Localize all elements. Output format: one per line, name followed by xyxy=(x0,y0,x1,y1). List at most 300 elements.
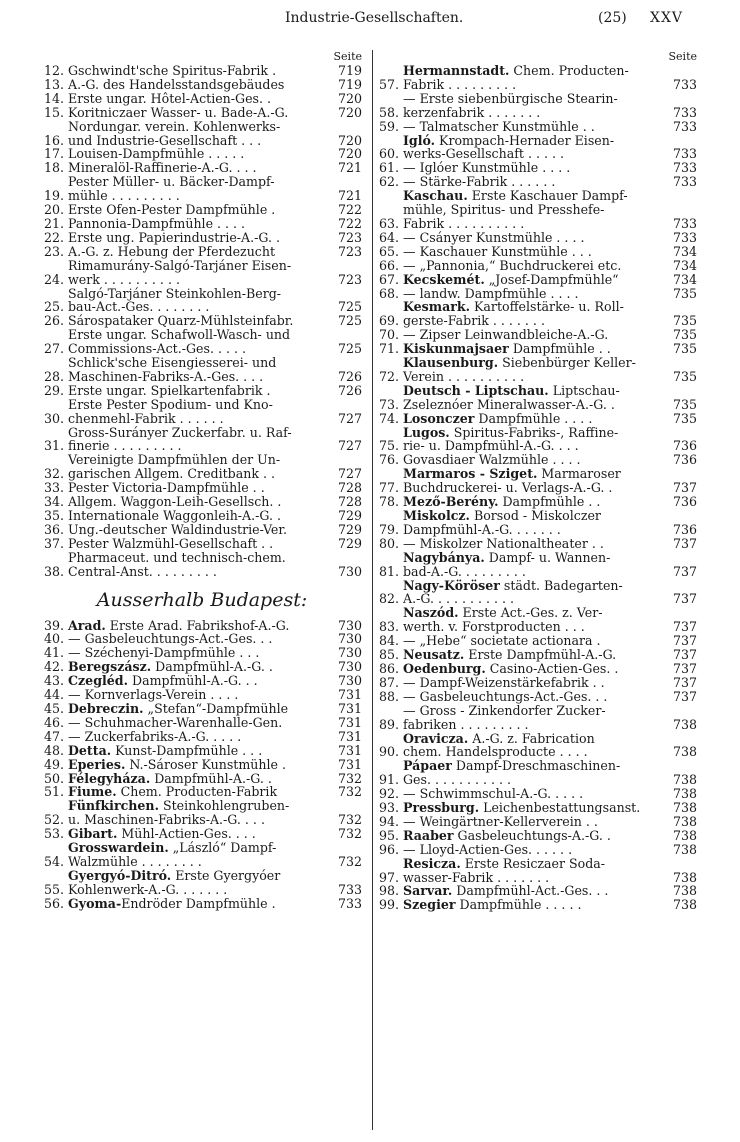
entry-text: Mineralöl-Raffinerie-A.-G. . . . xyxy=(68,160,257,176)
entry-number: 39. xyxy=(43,617,64,633)
entry-number: 59. xyxy=(378,118,399,134)
entry-number: 50. xyxy=(43,770,64,786)
index-entry xyxy=(42,841,362,869)
entry-text: Igló. Krompach-Hernader Eisen- werks-Gesellschaft . . . . . xyxy=(403,132,615,162)
entry-number: 75. xyxy=(378,438,399,454)
index-entry xyxy=(377,690,697,704)
entry-page: 731 xyxy=(337,714,362,730)
entry-number: 78. xyxy=(378,494,399,510)
entry-number: 68. xyxy=(378,285,399,301)
index-entry xyxy=(42,64,362,78)
entry-number: 53. xyxy=(43,826,64,842)
entry-text: A.-G. z. Hebung der Pferdezucht xyxy=(68,243,276,259)
index-entry xyxy=(42,106,362,120)
entry-page: 738 xyxy=(672,800,697,816)
entry-number: 62. xyxy=(378,174,399,190)
index-entry xyxy=(42,217,362,231)
entry-page: 725 xyxy=(337,299,362,315)
index-entry xyxy=(42,716,362,730)
index-entry xyxy=(42,619,362,633)
entry-page: 735 xyxy=(672,410,697,426)
entry-page: 735 xyxy=(672,285,697,301)
index-entry xyxy=(377,732,697,760)
entry-number: 31. xyxy=(43,438,64,454)
entry-text: Pápaer Dampf-Dreschmaschinen- Ges. . . . . . . . . . . xyxy=(403,758,621,788)
entry-number: 90. xyxy=(378,744,399,760)
header-page-number: (25) xyxy=(598,10,627,26)
entry-text: — Dampf-Weizenstärkefabrik . . xyxy=(403,674,605,690)
entry-number: 46. xyxy=(43,714,64,730)
entry-number: 35. xyxy=(43,508,64,523)
entry-page: 737 xyxy=(672,688,697,704)
index-entry xyxy=(377,579,697,607)
index-entry xyxy=(42,799,362,827)
entry-page: 726 xyxy=(337,368,362,384)
entry-page: 733 xyxy=(672,215,697,231)
entry-page: 728 xyxy=(337,494,362,510)
entry-number: 13. xyxy=(43,76,64,92)
index-entry xyxy=(42,245,362,259)
entry-number: 91. xyxy=(378,772,399,788)
entry-page: 733 xyxy=(672,76,697,92)
index-entry xyxy=(377,426,697,454)
entry-text: Deutsch - Liptschau. Liptschau- Zseleznóer Mineralwasser-A.-G. . xyxy=(403,382,620,412)
entry-page: 720 xyxy=(337,90,362,106)
entry-number: 14. xyxy=(43,90,64,106)
entry-text: — Schuhmacher-Warenhalle-Gen. xyxy=(68,714,283,730)
entry-number: 60. xyxy=(378,146,399,162)
entry-page: 738 xyxy=(672,744,697,760)
entry-number: 19. xyxy=(43,188,64,204)
right-column xyxy=(372,50,697,1130)
index-entry xyxy=(42,523,362,537)
entry-number: 94. xyxy=(378,813,399,829)
entry-text: — Lloyd-Actien-Ges. . . . . . xyxy=(403,841,573,857)
section-heading: Ausserhalb Budapest: xyxy=(96,588,308,611)
entry-page: 720 xyxy=(337,132,362,148)
right-entries xyxy=(377,64,697,912)
index-entry xyxy=(42,203,362,217)
entry-text: Erste Ofen-Pester Dampfmühle . xyxy=(68,202,276,218)
entry-text: Nordungar. verein. Kohlenwerks- und Industrie-Gesellschaft . . . xyxy=(68,118,281,148)
index-entry xyxy=(42,314,362,328)
entry-number: 18. xyxy=(43,160,64,176)
entry-number: 82. xyxy=(378,591,399,607)
index-entry xyxy=(377,453,697,467)
entry-text: Pester Victoria-Dampfmühle . . xyxy=(68,480,265,496)
entry-page: 719 xyxy=(337,63,362,78)
entry-text: Szegier Dampfmühle . . . . . xyxy=(403,897,582,913)
index-entry xyxy=(42,827,362,841)
entry-page: 729 xyxy=(337,508,362,523)
entry-number: 33. xyxy=(43,480,64,496)
entry-text: Klausenburg. Siebenbürger Keller- Verein . . . . . . . . . . xyxy=(403,355,636,384)
entry-number: 12. xyxy=(43,63,64,78)
entry-page: 730 xyxy=(337,659,362,675)
budapest-entries xyxy=(42,64,362,579)
entry-number: 84. xyxy=(378,633,399,649)
entry-number: 16. xyxy=(43,132,64,148)
index-entry xyxy=(377,787,697,801)
entry-text: Gibart. Mühl-Actien-Ges. . . . xyxy=(68,826,256,842)
entry-page: 733 xyxy=(672,146,697,162)
entry-text: Miskolcz. Borsod - Miskolczer Dampfmühl-A.-G. . . . . . . xyxy=(403,508,601,537)
entry-number: 81. xyxy=(378,563,399,579)
index-entry xyxy=(377,467,697,495)
entry-page: 730 xyxy=(337,631,362,647)
entry-number: 22. xyxy=(43,229,64,245)
entry-text: Nagybánya. Dampf- u. Wannen- bad-A.-G. . . . . . . . . xyxy=(403,549,611,579)
entry-number: 28. xyxy=(43,368,64,384)
entry-number: 95. xyxy=(378,827,399,843)
entry-text: Debreczin. „Stefan“-Dampfmühle xyxy=(68,700,289,716)
index-entry xyxy=(42,328,362,356)
entry-page: 737 xyxy=(672,674,697,690)
index-entry xyxy=(42,78,362,92)
entry-page: 730 xyxy=(337,673,362,689)
entry-page: 728 xyxy=(337,480,362,496)
entry-page: 738 xyxy=(672,827,697,843)
entry-page: 735 xyxy=(672,313,697,329)
entry-text: — Stärke-Fabrik . . . . . . xyxy=(403,174,556,190)
entry-page: 736 xyxy=(672,452,697,468)
entry-text: Mező-Berény. Dampfmühle . . xyxy=(403,494,601,510)
index-entry xyxy=(42,453,362,481)
entry-text: Sárospataker Quarz-Mühlsteinfabr. xyxy=(68,313,294,329)
entry-page: 737 xyxy=(672,660,697,676)
entry-text: Kiskunmajsaer Dampfmühle . . xyxy=(403,341,611,357)
entry-text: Beregszász. Dampfmühl-A.-G. . xyxy=(68,659,273,675)
entry-page: 734 xyxy=(672,271,697,287)
index-entry xyxy=(377,801,697,815)
entry-number: 76. xyxy=(378,452,399,468)
entry-text: — Gasbeleuchtungs-Act.-Ges. . . xyxy=(68,631,273,647)
entry-text: — „Pannonia,“ Buchdruckerei etc. xyxy=(403,257,622,273)
index-entry xyxy=(377,134,697,162)
entry-number: 32. xyxy=(43,466,64,482)
entry-page: 733 xyxy=(672,118,697,134)
entry-text: — Zuckerfabriks-A.-G. . . . . xyxy=(68,728,242,744)
entry-page: 737 xyxy=(672,591,697,607)
entry-number: 29. xyxy=(43,382,64,398)
entry-text: Erste Pester Spodium- und Kno- chenmehl-Fabrik . . . . . . xyxy=(68,396,273,426)
entry-text: Kecskemét. „Josef-Dampfmühle“ xyxy=(403,271,619,287)
entry-number: 37. xyxy=(43,535,64,551)
entry-page: 723 xyxy=(337,243,362,259)
index-entry xyxy=(42,259,362,287)
entry-text: Kaschau. Erste Kaschauer Dampf- mühle, Spiritus- und Presshefe- Fabrik . . . . . . . . . . xyxy=(403,188,628,231)
entry-page: 738 xyxy=(672,813,697,829)
entry-page: 736 xyxy=(672,521,697,537)
index-entry xyxy=(377,648,697,662)
entry-text: Fiume. Chem. Producten-Fabrik xyxy=(68,784,278,800)
entry-text: Erste ungar. Hôtel-Actien-Ges. . xyxy=(68,90,272,106)
entry-text: Gschwindt'sche Spiritus-Fabrik . xyxy=(68,63,277,78)
entry-page: 723 xyxy=(337,271,362,287)
index-entry xyxy=(42,147,362,161)
entry-text: Internationale Waggonleih-A.-G. . xyxy=(68,508,282,523)
index-entry xyxy=(377,551,697,579)
entry-text: Oravicza. A.-G. z. Fabrication chem. Handelsproducte . . . . xyxy=(403,730,595,760)
entry-number: 63. xyxy=(378,215,399,231)
entry-page: 731 xyxy=(337,742,362,758)
entry-text: Gyoma-Endröder Dampfmühle . xyxy=(68,895,276,911)
index-entry xyxy=(377,273,697,287)
outside-budapest-entries xyxy=(42,619,362,911)
entry-number: 80. xyxy=(378,535,399,551)
entry-page: 730 xyxy=(337,563,362,579)
index-entry xyxy=(42,897,362,911)
index-entry xyxy=(42,674,362,688)
entry-number: 65. xyxy=(378,243,399,259)
entry-number: 55. xyxy=(43,881,64,897)
entry-number: 72. xyxy=(378,368,399,384)
index-entry xyxy=(377,759,697,787)
entry-text: — Miskolzer Nationaltheater . . xyxy=(403,535,604,551)
header-title: Industrie-Gesellschaften. xyxy=(285,10,464,26)
entry-number: 96. xyxy=(378,841,399,857)
entry-text: Resicza. Erste Resiczaer Soda- wasser-Fabrik . . . . . . . xyxy=(403,855,606,885)
index-entry xyxy=(42,758,362,772)
entry-page: 729 xyxy=(337,535,362,551)
entry-page: 733 xyxy=(672,160,697,176)
entry-text: Kesmark. Kartoffelstärke- u. Roll- gerste-Fabrik . . . . . . . xyxy=(403,299,624,329)
index-entry xyxy=(377,843,697,857)
entry-text: — Iglóer Kunstmühle . . . . xyxy=(403,160,571,176)
page-header xyxy=(0,10,740,32)
entry-page: 720 xyxy=(337,104,362,120)
entry-number: 24. xyxy=(43,271,64,287)
index-entry xyxy=(42,772,362,786)
entry-text: Louisen-Dampfmühle . . . . . xyxy=(68,146,245,162)
entry-text: Oedenburg. Casino-Actien-Ges. . xyxy=(403,660,619,676)
entry-number: 20. xyxy=(43,202,64,218)
entry-text: Salgó-Tarjáner Steinkohlen-Berg- bau-Act.-Ges. . . . . . . . xyxy=(68,285,282,315)
entry-text: Grosswardein. „László“ Dampf- Walzmühle . . . . . . . . xyxy=(68,840,277,869)
entry-page: 732 xyxy=(337,784,362,800)
entry-text: Czegléd. Dampfmühl-A.-G. . . xyxy=(68,673,258,689)
index-entry xyxy=(42,551,362,579)
entry-page: 731 xyxy=(337,687,362,703)
entry-text: Neusatz. Erste Dampfmühl-A.-G. xyxy=(403,647,617,663)
entry-text: Lugos. Spiritus-Fabriks-, Raffine- rie- u. Dampfmühl-A.-G. . . . xyxy=(403,424,619,454)
index-entry xyxy=(377,64,697,92)
entry-text: Marmaros - Sziget. Marmaroser Buchdruckerei- u. Verlags-A.-G. . xyxy=(403,466,621,496)
seite-label: Seite xyxy=(333,50,362,63)
entry-text: — Schwimmschul-A.-G. . . . . xyxy=(403,786,584,802)
entry-text: Pannonia-Dampfmühle . . . . xyxy=(68,215,246,231)
entry-number: 47. xyxy=(43,728,64,744)
entry-text: Naszód. Erste Act.-Ges. z. Ver- werth. v. Forstproducten . . . xyxy=(403,605,603,635)
entry-number: 34. xyxy=(43,494,64,510)
index-entry xyxy=(42,120,362,148)
entry-page: 738 xyxy=(672,897,697,913)
index-entry xyxy=(42,287,362,315)
entry-page: 733 xyxy=(672,174,697,190)
entry-number: 99. xyxy=(378,897,399,913)
entry-page: 731 xyxy=(337,756,362,772)
entry-page: 737 xyxy=(672,563,697,579)
entry-text: A.-G. des Handelsstandsgebäudes xyxy=(68,76,285,92)
entry-number: 40. xyxy=(43,631,64,647)
entry-page: 734 xyxy=(672,257,697,273)
entry-number: 15. xyxy=(43,104,64,120)
entry-number: 27. xyxy=(43,341,64,357)
entry-number: 26. xyxy=(43,313,64,329)
entry-page: 735 xyxy=(672,327,697,343)
entry-text: Koritniczaer Wasser- u. Bade-A.-G. xyxy=(68,104,289,120)
entry-number: 86. xyxy=(378,660,399,676)
entry-page: 737 xyxy=(672,647,697,663)
entry-text: — Gasbeleuchtungs-Act.-Ges. . . xyxy=(403,688,608,704)
index-entry xyxy=(377,259,697,273)
entry-page: 735 xyxy=(672,341,697,357)
entry-page: 725 xyxy=(337,341,362,357)
entry-page: 733 xyxy=(337,881,362,897)
entry-text: Erste ung. Papierindustrie-A.-G. . xyxy=(68,229,281,245)
entry-page: 725 xyxy=(337,313,362,329)
entry-number: 98. xyxy=(378,883,399,899)
index-entry xyxy=(42,785,362,799)
seite-label: Seite xyxy=(668,50,697,63)
entry-text: Ung.-deutscher Waldindustrie-Ver. xyxy=(68,521,287,537)
entry-page: 722 xyxy=(337,215,362,231)
entry-text: — Zipser Leinwandbleiche-A.-G. xyxy=(403,327,609,343)
index-entry xyxy=(42,632,362,646)
entry-text: Arad. Erste Arad. Fabrikshof-A.-G. xyxy=(68,617,290,633)
entry-number: 48. xyxy=(43,742,64,758)
entry-page: 727 xyxy=(337,410,362,426)
index-entry xyxy=(42,730,362,744)
entry-page: 738 xyxy=(672,869,697,885)
index-entry xyxy=(377,245,697,259)
entry-number: 64. xyxy=(378,229,399,245)
index-entry xyxy=(42,92,362,106)
entry-text: Detta. Kunst-Dampfmühle . . . xyxy=(68,742,263,758)
entry-page: 729 xyxy=(337,521,362,537)
entry-text: Raaber Gasbeleuchtungs-A.-G. . xyxy=(403,827,611,843)
entry-number: 51. xyxy=(43,784,64,800)
index-entry xyxy=(377,662,697,676)
entry-number: 44. xyxy=(43,687,64,703)
index-entry xyxy=(377,634,697,648)
entry-number: 52. xyxy=(43,812,64,828)
entry-page: 732 xyxy=(337,770,362,786)
index-entry xyxy=(42,231,362,245)
index-entry xyxy=(377,328,697,342)
entry-page: 736 xyxy=(672,438,697,454)
index-entry xyxy=(42,384,362,398)
entry-number: 87. xyxy=(378,674,399,690)
entry-page: 732 xyxy=(337,853,362,869)
index-entry xyxy=(42,509,362,523)
entry-number: 97. xyxy=(378,869,399,885)
entry-page: 737 xyxy=(672,633,697,649)
entry-text: Eperies. N.-Sároser Kunstmühle . xyxy=(68,756,287,772)
entry-page: 723 xyxy=(337,229,362,245)
entry-text: Nagy-Köröser städt. Badegarten- A.-G. . . . . . . . . . . xyxy=(403,577,623,607)
entry-number: 66. xyxy=(378,257,399,273)
entry-number: 69. xyxy=(378,313,399,329)
entry-number: 85. xyxy=(378,647,399,663)
index-entry xyxy=(42,869,362,897)
entry-number: 57. xyxy=(378,76,399,92)
entry-text: Hermannstadt. Chem. Producten- Fabrik . . . . . . . . . xyxy=(403,63,629,92)
entry-text: Pester Walzmühl-Gesellschaft . . xyxy=(68,535,274,551)
entry-text: Pester Müller- u. Bäcker-Dampf- mühle . . . . . . . . . xyxy=(68,174,275,204)
entry-page: 733 xyxy=(672,229,697,245)
entry-number: 21. xyxy=(43,215,64,231)
entry-page: 738 xyxy=(672,883,697,899)
entry-page: 730 xyxy=(337,645,362,661)
index-entry xyxy=(42,537,362,551)
entry-page: 738 xyxy=(672,841,697,857)
index-entry xyxy=(42,660,362,674)
entry-text: — Széchenyi-Dampfmühle . . . xyxy=(68,645,260,661)
entry-page: 732 xyxy=(337,826,362,842)
index-entry xyxy=(377,300,697,328)
index-entry xyxy=(377,815,697,829)
entry-page: 722 xyxy=(337,202,362,218)
index-entry xyxy=(377,898,697,912)
entry-page: 735 xyxy=(672,368,697,384)
entry-number: 88. xyxy=(378,688,399,704)
entry-number: 71. xyxy=(378,341,399,357)
entry-page: 737 xyxy=(672,535,697,551)
entry-number: 56. xyxy=(43,895,64,911)
entry-text: Vereinigte Dampfmühlen der Un- garischen Allgem. Creditbank . . xyxy=(68,452,281,482)
index-entry xyxy=(42,398,362,426)
index-entry xyxy=(377,704,697,732)
index-entry xyxy=(377,884,697,898)
entry-text: — landw. Dampfmühle . . . . xyxy=(403,285,579,301)
index-entry xyxy=(377,537,697,551)
entry-page: 731 xyxy=(337,728,362,744)
index-entry xyxy=(377,120,697,134)
entry-number: 79. xyxy=(378,521,399,537)
entry-page: 732 xyxy=(337,812,362,828)
entry-text: Gyergyó-Ditró. Erste Gyergyóer Kohlenwerk-A.-G. . . . . . . xyxy=(68,867,281,897)
entry-text: — Gross - Zinkendorfer Zucker- fabriken . . . . . . . . . xyxy=(403,702,606,732)
entry-page: 719 xyxy=(337,76,362,92)
entry-page: 734 xyxy=(672,243,697,259)
entry-number: 17. xyxy=(43,146,64,162)
index-entry xyxy=(377,175,697,189)
entry-page: 731 xyxy=(337,700,362,716)
entry-text: Gross-Surányer Zuckerfabr. u. Raf- finerie . . . . . . . . . xyxy=(68,424,292,454)
entry-text: Pressburg. Leichenbestattungsanst. xyxy=(403,800,641,816)
entry-number: 58. xyxy=(378,104,399,120)
index-entry xyxy=(377,342,697,356)
index-entry xyxy=(377,829,697,843)
index-entry xyxy=(42,495,362,509)
entry-page: 720 xyxy=(337,146,362,162)
entry-number: 54. xyxy=(43,853,64,869)
entry-page: 727 xyxy=(337,466,362,482)
index-entry xyxy=(42,161,362,175)
index-entry xyxy=(377,287,697,301)
entry-text: — „Hebe“ societate actionara . xyxy=(403,633,601,649)
entry-text: Félegyháza. Dampfmühl-A.-G. . xyxy=(68,770,272,786)
entry-number: 42. xyxy=(43,659,64,675)
entry-number: 61. xyxy=(378,160,399,176)
entry-page: 727 xyxy=(337,438,362,454)
entry-text: — Weingärtner-Kellerverein . . xyxy=(403,813,598,829)
entry-number: 74. xyxy=(378,410,399,426)
index-entry xyxy=(42,481,362,495)
index-entry xyxy=(377,857,697,885)
entry-text: — Talmatscher Kunstmühle . . xyxy=(403,118,595,134)
